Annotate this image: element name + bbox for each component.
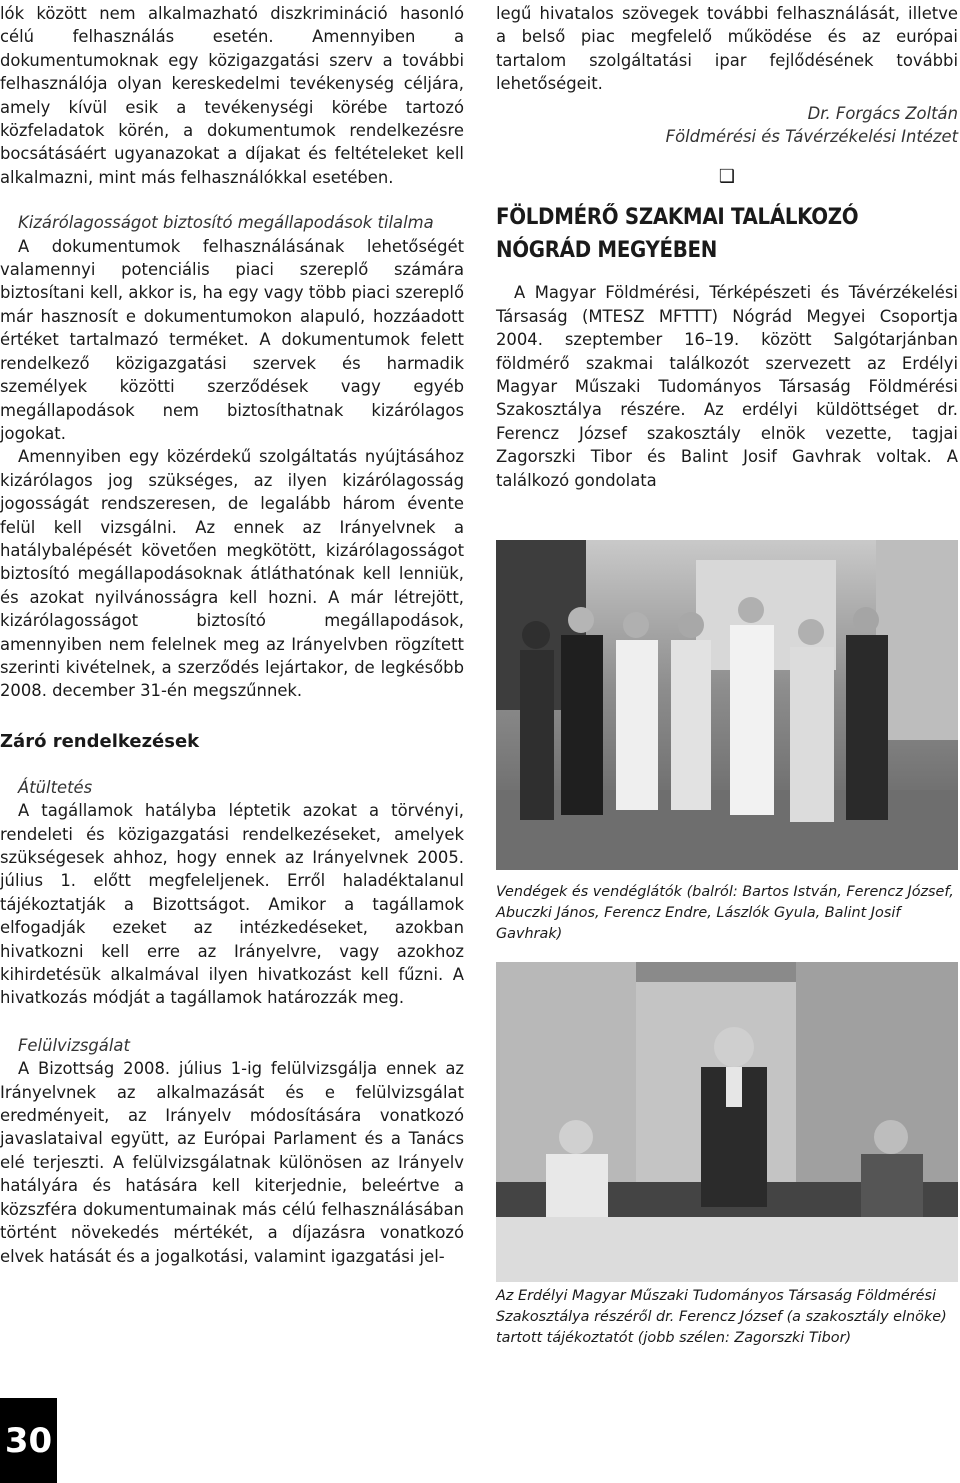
presentation-photo-illustration <box>496 962 958 1282</box>
section-heading-closing: Záró rendelkezések <box>0 730 200 752</box>
left-paragraph-5: A Bizottság 2008. július 1-ig felülvizsgálja ennek az Irányelvnek az alkalmazását és e felülvizsgálat eredményeit, az Irányelv módosítására vonatkozó javaslataival együtt, az Európai Parlament és a Tanács elé terjeszti. A felülvizsgálatnak különösen az Irányelv hatályára és hatására kell kiterjednie, beleértve a közszféra dokumentumainak más célú felhasználásában történt növekedés mértékét, a díjazásra vonatkozó elvek hatását és a jogalkotási, valamint igazgatási jel- <box>0 1059 464 1266</box>
right-column <box>496 0 958 492</box>
caption-presentation-photo: Az Erdélyi Magyar Műszaki Tudományos Társaság Földmérési Szakosztálya részéről dr. Ferencz József (a szakosztály elnöke) tartott tájékoztatót (jobb szélen: Zagorszki Tibor) <box>496 1288 947 1346</box>
page-number: 30 <box>0 1398 57 1483</box>
presentation-photo <box>496 962 958 1282</box>
subheading-transposition: Átültetés <box>18 777 93 797</box>
subheading-review: Felülvizsgálat <box>18 1035 130 1055</box>
left-column <box>0 0 464 1268</box>
left-paragraph-2: A dokumentumok felhasználásának lehetőségét valamennyi potenciális piaci szereplő számára biztosítani kell, akkor is, ha egy vagy több piaci szereplő már hasznosít e dokumentumokon alapuló, hozzáadott értéket tartalmazó terméket. A dokumentumok felett rendelkező közigazgatási szervek és harmadik személyek közötti szerződések vagy egyéb megállapodások nem biztosíthatnak kizárólagos jogokat. <box>0 236 464 443</box>
signature-org: Földmérési és Távérzékelési Intézet <box>665 127 958 147</box>
article-headline: FÖLDMÉRŐ SZAKMAI TALÁLKOZÓ NÓGRÁD MEGYÉBEN <box>496 205 859 264</box>
right-paragraph-2: A Magyar Földmérési, Térképészeti és Távérzékelési Társaság (MTESZ MFTTT) Nógrád Megyei Csoportja 2004. szeptember 16–19. között Salgótarjánban földmérő szakmai találkozót szervezett az Erdélyi Magyar Műszaki Tudományos Társaság Földmérési Szakosztálya részére. Az erdélyi küldöttséget dr. Ferencz József szakosztály elnök vezette, tagjai Zagorszki Tibor és Balint Josif Gavhrak voltak. A találkozó gondolata <box>496 283 958 490</box>
left-paragraph-3: Amennyiben egy közérdekű szolgáltatás nyújtásához kizárólagos jog szükséges, az ilyen kizárólagosság jogosságát rendszeresen, de legalább három évente felül kell vizsgálni. Az ennek az Irányelvnek a hatálybalépését követően megkötött, kizárólagosságot biztosító megállapodásoknak átláthatónak kell lenniük, és azokat nyilvánosságra kell hozni. A már létrejött, kizárólagosságot biztosító megállapodások, amennyiben nem felelnek meg az Irányelvben rögzített szerinti kivételnek, a szerződés lejártakor, de legkésőbb 2008. december 31-én megszűnnek. <box>0 447 464 701</box>
subheading-exclusivity: Kizárólagosságot biztosító megállapodások tilalma <box>18 213 434 233</box>
section-divider-icon: ❑ <box>718 166 736 188</box>
signature-name: Dr. Forgács Zoltán <box>807 103 958 123</box>
left-paragraph-4: A tagállamok hatályba léptetik azokat a törvényi, rendeleti és közigazgatási rendelkezéseket, amelyek szükségesek ahhoz, hogy ennek az Irányelvnek 2005. július 1. előtt megfeleljenek. Erről haladéktalanul tájékoztatják a Bizottságot. Amikor a tagállamok elfogadják ezeket az intézkedéseket, azokban hivatkozni kell erre az Irányelvre, vagy azokhoz kihirdetésük alkalmával ilyen hivatkozást kell fűzni. A hivatkozás módját a tagállamok határozzák meg. <box>0 801 464 1008</box>
right-paragraph-1: legű hivatalos szövegek további felhasználását, illetve a belső piac megfelelő működése és az európai tartalom szolgáltatási ipar fejlődésének további lehetőségeit. <box>496 4 958 94</box>
caption-group-photo: Vendégek és vendéglátók (balról: Bartos István, Ferencz József, Abuczki János, Ferencz Endre, Lászlók Gyula, Balint Josif Gavhrak) <box>496 884 954 942</box>
group-photo <box>496 540 958 870</box>
left-paragraph-1: lók között nem alkalmazható diszkrimináció hasonló célú felhasználás esetén. Amennyiben a dokumentumoknak egy közigazgatási szerv a további felhasználója olyan kereskedelmi tevékenység céljára, amely kívül esik a tevékenységi körébe tartozó közfeladatok körén, a dokumentumok rendelkezésre bocsátásáért ugyanazokat a díjakat és feltételeket kell alkalmazni, mint más felhasználókkal esetében. <box>0 4 464 187</box>
group-photo-illustration <box>496 540 958 870</box>
